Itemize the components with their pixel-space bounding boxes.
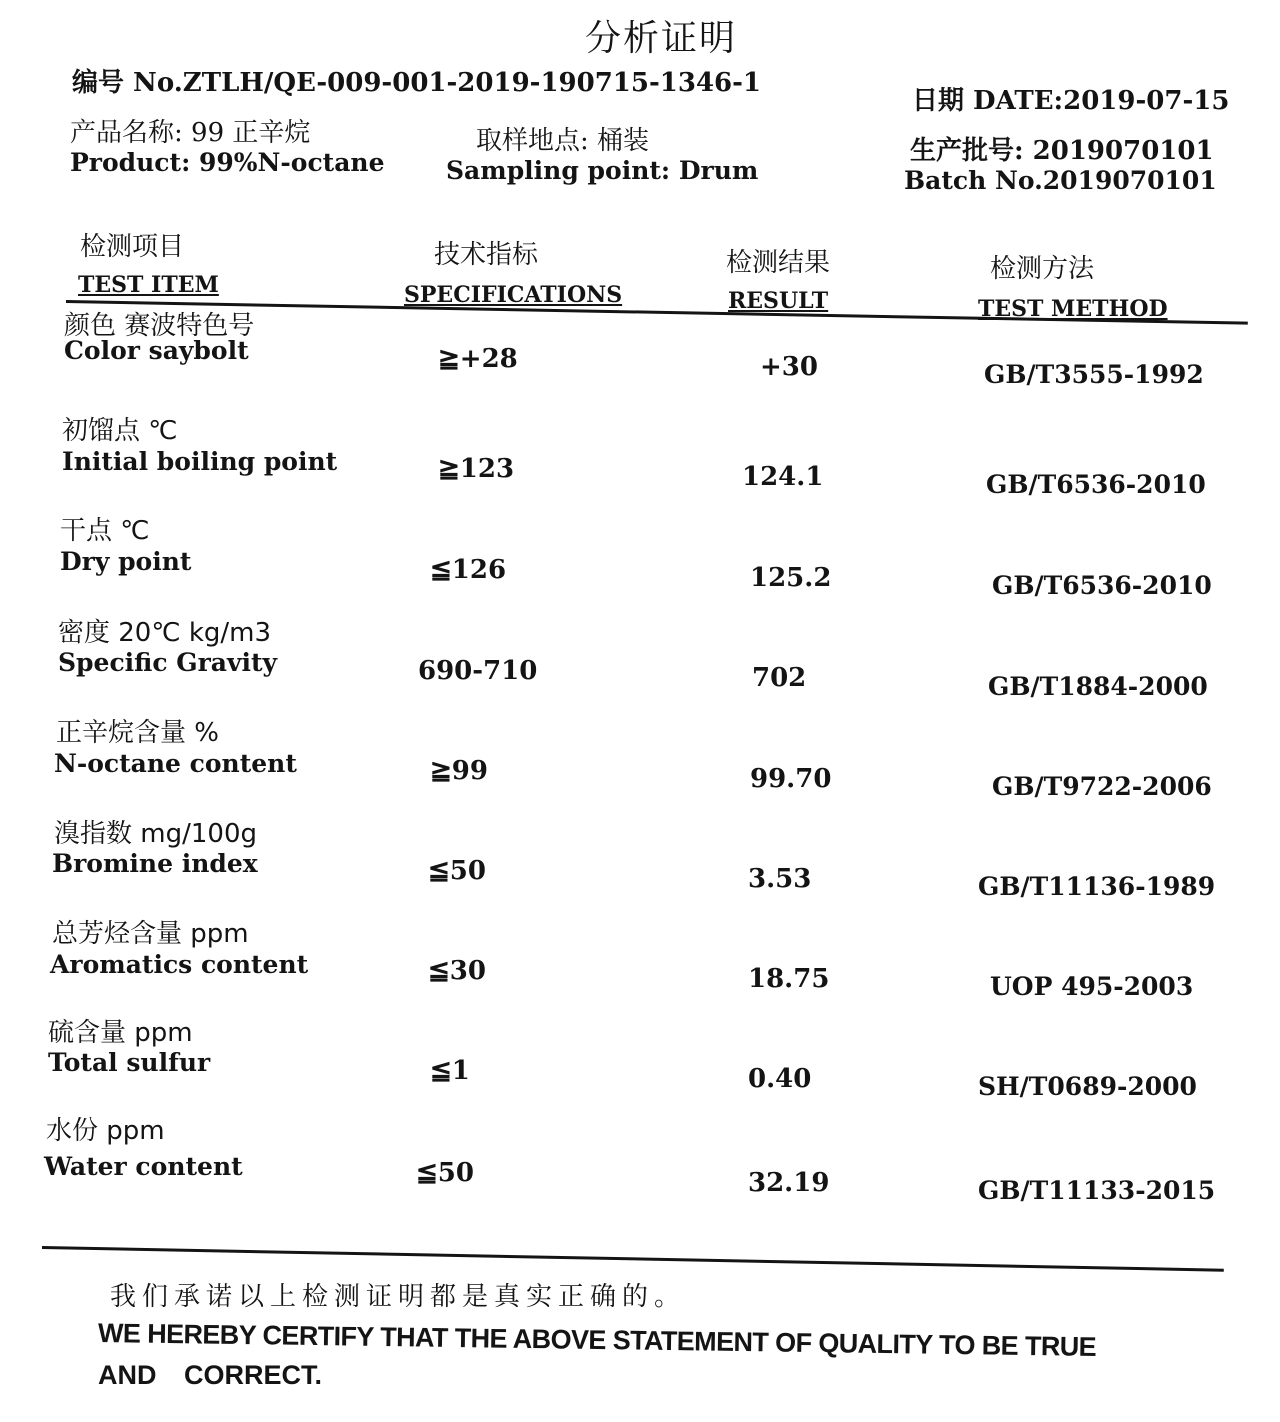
row-n-octane-result: 99.70 <box>750 764 832 794</box>
batch-number-en: Batch No.2019070101 <box>904 166 1217 195</box>
row-sulfur-result: 0.40 <box>748 1064 812 1094</box>
certification-cn: 我们承诺以上检测证明都是真实正确的。 <box>110 1282 687 1312</box>
row-aromatics-spec: ≦30 <box>428 956 486 986</box>
row-sulfur-spec: ≦1 <box>430 1056 470 1086</box>
document-date: 日期 DATE:2019-07-15 <box>912 86 1230 116</box>
row-color-cn: 颜色 赛波特色号 <box>64 311 255 341</box>
row-n-octane-en: N-octane content <box>54 749 297 778</box>
row-density-method: GB/T1884-2000 <box>988 672 1208 701</box>
row-color-spec: ≧+28 <box>438 344 518 374</box>
row-color-en: Color saybolt <box>64 336 249 365</box>
row-ibp-method: GB/T6536-2010 <box>986 470 1206 499</box>
row-bromine-en: Bromine index <box>52 849 258 878</box>
header-method-cn: 检测方法 <box>990 254 1095 284</box>
document-number: 编号 No.ZTLH/QE-009-001-2019-190715-1346-1 <box>72 68 762 98</box>
row-bromine-result: 3.53 <box>748 864 812 894</box>
row-sulfur-cn: 硫含量 ppm <box>48 1018 193 1048</box>
row-bromine-method: GB/T11136-1989 <box>978 872 1216 901</box>
header-method-en: TEST METHOD <box>978 296 1168 322</box>
certification-en-line2: AND CORRECT. <box>98 1360 323 1390</box>
row-color-result: +30 <box>760 352 818 382</box>
header-test-item-cn: 检测项目 <box>80 232 185 262</box>
row-density-en: Specific Gravity <box>58 648 278 677</box>
row-sulfur-method: SH/T0689-2000 <box>978 1072 1197 1101</box>
row-color-method: GB/T3555-1992 <box>984 360 1204 389</box>
row-dry-point-cn: 干点 ℃ <box>60 516 150 546</box>
row-aromatics-result: 18.75 <box>748 964 830 994</box>
row-ibp-en: Initial boiling point <box>62 447 338 476</box>
row-dry-point-method: GB/T6536-2010 <box>992 571 1212 600</box>
row-ibp-result: 124.1 <box>742 462 824 492</box>
product-name-cn: 产品名称: 99 正辛烷 <box>70 118 311 148</box>
row-n-octane-method: GB/T9722-2006 <box>992 772 1212 801</box>
row-n-octane-cn: 正辛烷含量 % <box>56 718 219 748</box>
header-spec-cn: 技术指标 <box>434 240 539 270</box>
row-aromatics-method: UOP 495-2003 <box>990 972 1194 1001</box>
row-water-spec: ≦50 <box>416 1158 474 1188</box>
sampling-point-cn: 取样地点: 桶装 <box>476 126 650 156</box>
header-result-en: RESULT <box>728 288 829 314</box>
row-bromine-spec: ≦50 <box>428 856 486 886</box>
row-water-result: 32.19 <box>748 1168 830 1198</box>
row-density-cn: 密度 20℃ kg/m3 <box>58 618 272 648</box>
row-dry-point-result: 125.2 <box>750 563 832 593</box>
row-density-result: 702 <box>752 663 807 693</box>
row-density-spec: 690-710 <box>418 656 538 686</box>
header-test-item-en: TEST ITEM <box>78 272 219 298</box>
row-water-method: GB/T11133-2015 <box>978 1176 1216 1205</box>
row-dry-point-spec: ≦126 <box>430 555 507 585</box>
row-bromine-cn: 溴指数 mg/100g <box>54 819 257 849</box>
header-result-cn: 检测结果 <box>726 248 831 278</box>
certification-en-line1: WE HEREBY CERTIFY THAT THE ABOVE STATEMENT OF QUALITY TO BE TRUE <box>97 1318 1097 1362</box>
row-ibp-spec: ≧123 <box>438 454 515 484</box>
header-spec-en: SPECIFICATIONS <box>404 282 623 308</box>
row-n-octane-spec: ≧99 <box>430 756 488 786</box>
document-title: 分析证明 <box>585 18 738 59</box>
row-aromatics-cn: 总芳烃含量 ppm <box>52 919 249 949</box>
row-ibp-cn: 初馏点 ℃ <box>62 416 178 446</box>
row-aromatics-en: Aromatics content <box>50 950 309 979</box>
row-water-en: Water content <box>44 1152 243 1181</box>
row-sulfur-en: Total sulfur <box>48 1048 211 1077</box>
row-dry-point-en: Dry point <box>60 547 192 576</box>
batch-number-cn: 生产批号: 2019070101 <box>910 136 1214 166</box>
sampling-point-en: Sampling point: Drum <box>446 156 759 185</box>
product-name-en: Product: 99%N-octane <box>70 148 385 177</box>
row-water-cn: 水份 ppm <box>46 1116 165 1146</box>
footer-divider <box>42 1246 1224 1272</box>
